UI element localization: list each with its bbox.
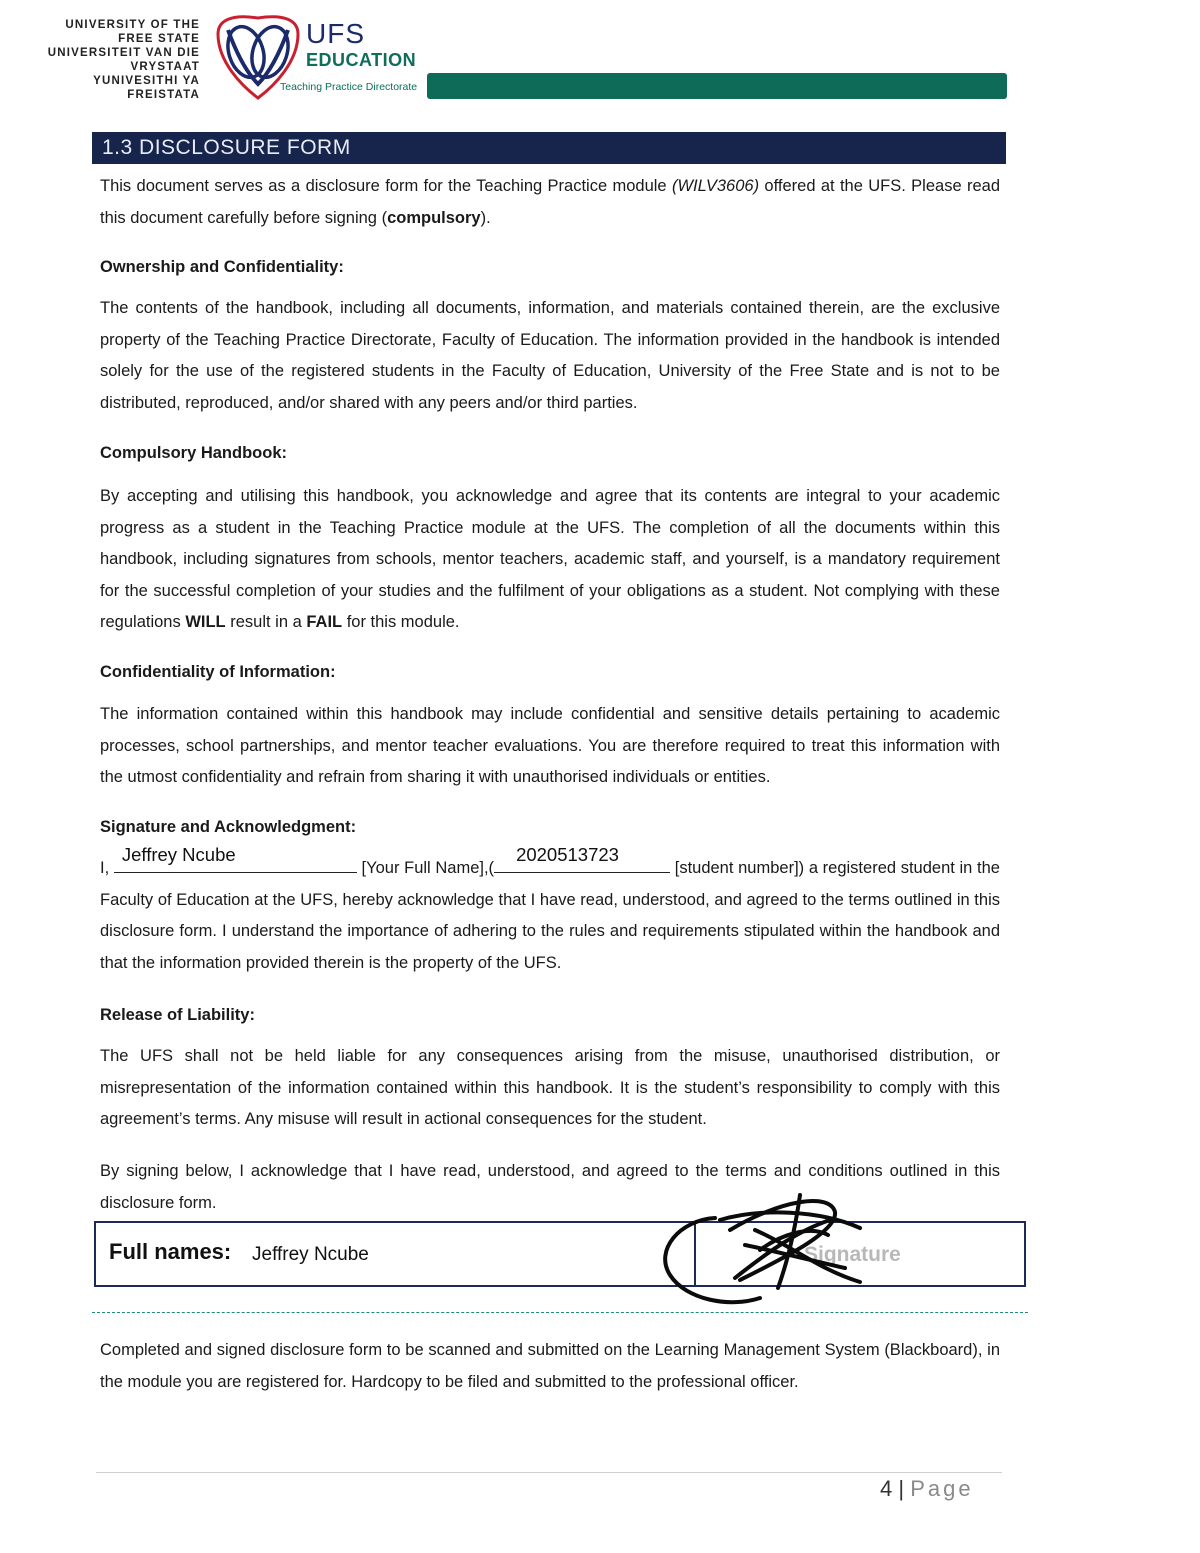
confidentiality-section	[100, 657, 1000, 689]
handwritten-signature[interactable]	[660, 1190, 910, 1310]
handbook-text: for this module.	[342, 613, 460, 631]
handbook-heading: Compulsory Handbook:	[100, 444, 288, 462]
page-label: Page	[910, 1476, 974, 1501]
handbook-text: result in a	[225, 613, 307, 631]
header-green-bar	[427, 73, 1007, 99]
full-name-field[interactable]	[114, 843, 357, 873]
liability-paragraph	[100, 1041, 1000, 1136]
intro-text: This document serves as a disclosure form for the Teaching Practice module	[100, 177, 672, 195]
ownership-paragraph	[100, 293, 1000, 419]
handbook-text: By accepting and utilising this handbook, you acknowledge and agree that its contents are integral to your academic progress as a student in the Teaching Practice module at the UFS. The completion of all the documents within this handbook, including signatures from schools, mentor teachers, academic staff, and yourself, is a mandatory requirement for the successful completion of your studies and the fulfilment of your obligations as a student. Not complying with these regulations	[100, 487, 1000, 631]
confidentiality-heading: Confidentiality of Information:	[100, 663, 336, 681]
ownership-text: The contents of the handbook, including all documents, information, and materials contained therein, are the exclusive property of the Teaching Practice Directorate, Faculty of Education. The information provided in the handbook is intended solely for the use of the registered students in the Faculty of Education, University of the Free State and is not to be distributed, reproduced, and/or shared with any peers and/or third parties.	[100, 299, 1000, 412]
liability-heading: Release of Liability:	[100, 1006, 255, 1024]
fail-emphasis: FAIL	[306, 613, 343, 631]
signing-text: By signing below, I acknowledge that I have read, understood, and agreed to the terms and conditions outlined in this disclosure form.	[100, 1162, 1000, 1212]
module-code: (WILV3606)	[671, 177, 760, 195]
university-line: VRYSTAAT	[130, 61, 200, 73]
page-number-value: 4	[880, 1476, 893, 1501]
page-number	[880, 1476, 974, 1502]
student-number-field[interactable]	[494, 843, 670, 873]
intro-text: offered at the UFS. Please read this document carefully before signing (	[100, 177, 1000, 227]
student-number-value: 2020513723	[516, 843, 619, 865]
dashed-separator	[92, 1312, 1028, 1313]
acknowledgment-text: [Your Full Name],(	[356, 859, 495, 877]
university-line: UNIVERSITY OF THE	[65, 19, 200, 31]
section-title: 1.3 DISCLOSURE FORM	[102, 136, 351, 159]
acknowledgment-heading: Signature and Acknowledgment:	[100, 818, 357, 836]
handbook-paragraph	[100, 481, 1000, 639]
page-number-separator: |	[892, 1476, 911, 1501]
intro-paragraph	[100, 171, 1000, 234]
liability-section	[100, 1000, 1000, 1032]
confidentiality-paragraph	[100, 699, 1000, 794]
ownership-section	[100, 252, 1000, 284]
directorate-label: Teaching Practice Directorate	[280, 81, 418, 93]
handbook-section	[100, 438, 1000, 470]
intro-text: ).	[480, 208, 491, 227]
university-line: YUNIVESITHI YA	[93, 75, 200, 87]
university-name-lines	[40, 18, 200, 102]
confidentiality-text: The information contained within this handbook may include confidential and sensitive details pertaining to academic processes, school partnerships, and mentor teacher evaluations. You are therefore required to treat this information with the utmost confidentiality and refrain from sharing it with unauthorised individuals or entities.	[100, 705, 1000, 786]
section-heading-bar	[92, 132, 1006, 164]
signature-placeholder: Signature	[804, 1243, 901, 1266]
full-names-value[interactable]: Jeffrey Ncube	[252, 1244, 369, 1265]
liability-text: The UFS shall not be held liable for any consequences arising from the misuse, unauthorised distribution, or misrepresentation of the information contained within this handbook. It is the student’s responsibility to comply with this agreement’s terms. Any misuse will result in actional consequences for the student.	[100, 1047, 1000, 1128]
university-line: FREISTATA	[127, 89, 200, 101]
footer-line	[96, 1472, 1002, 1473]
submission-text: Completed and signed disclosure form to be scanned and submitted on the Learning Management System (Blackboard), in the module you are registered for. Hardcopy to be filed and submitted to the professional officer.	[100, 1341, 1000, 1391]
will-emphasis: WILL	[185, 613, 226, 631]
acknowledgment-text: [student number]) a registered student in the Faculty of Education at the UFS, hereby acknowledge that I have read, understood, and agreed to the terms outlined in this disclosure form. I understand the importance of adhering to the rules and requirements stipulated within the handbook and that the information provided therein is the property of the UFS.	[100, 859, 1000, 972]
university-line: FREE STATE	[118, 33, 200, 45]
logo-subtitle: EDUCATION	[306, 50, 417, 70]
university-line: UNIVERSITEIT VAN DIE	[47, 47, 200, 59]
full-name-value: Jeffrey Ncube	[121, 843, 236, 865]
full-names-label: Full names:	[109, 1239, 232, 1264]
ownership-heading: Ownership and Confidentiality:	[100, 258, 344, 276]
submission-paragraph	[100, 1335, 1000, 1398]
acknowledgment-paragraph	[100, 843, 1000, 979]
logo-title: UFS	[306, 18, 365, 49]
acknowledgment-text: I,	[100, 859, 114, 877]
compulsory-emphasis: compulsory	[387, 208, 481, 227]
